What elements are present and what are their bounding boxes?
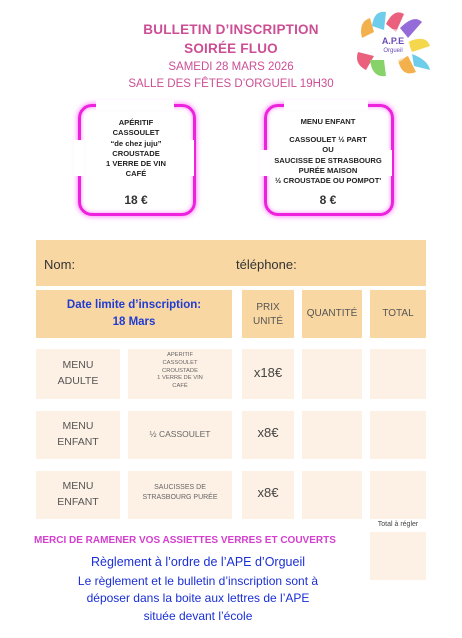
detail-line: APERITIF	[166, 352, 194, 358]
row-label-line: ENFANT	[57, 435, 99, 448]
detail-line: CAFÉ	[172, 383, 188, 390]
price-header-line: UNITÉ	[253, 316, 283, 327]
total-header	[370, 290, 426, 338]
deadline-label: Date limite d’inscription:	[66, 299, 202, 311]
quantity-input-adult[interactable]	[302, 349, 362, 399]
quantity-input-child-cassoulet[interactable]	[302, 411, 362, 459]
menu-line: ½ CROUSTADE OU POMPOT'	[274, 176, 382, 185]
row-adult-details	[128, 349, 232, 399]
menu-line: OU	[322, 145, 334, 155]
total-cell-child-saucisses[interactable]	[370, 471, 426, 519]
frame-gap	[284, 100, 368, 110]
price-header	[242, 290, 294, 338]
unit-price: x8€	[257, 425, 279, 440]
menu-line: SAUCISSE DE STRASBOURG	[274, 155, 382, 165]
adult-menu-content	[82, 118, 190, 180]
menu-line: CAFÉ	[125, 169, 147, 179]
phone-label: téléphone:	[236, 257, 297, 272]
row-child-saucisses-label	[36, 471, 120, 519]
row-label-line: MENU	[62, 420, 94, 432]
row-label-line: MENU	[62, 359, 94, 371]
row-child-saucisses-details	[128, 471, 232, 519]
row-adult-label	[36, 349, 120, 399]
detail-line: CROUSTADE	[162, 367, 198, 374]
adult-menu-price: 18 €	[124, 193, 148, 207]
child-menu-title: MENU ENFANT	[300, 117, 356, 126]
child-menu-content	[266, 135, 390, 186]
total-header-label: TOTAL	[382, 308, 414, 319]
detail-line: SAUCISSES DE	[154, 484, 206, 491]
row-label-line: ENFANT	[57, 495, 99, 508]
total-label: Total à régler	[377, 521, 419, 528]
quantity-header	[302, 290, 362, 338]
quantity-header-label: QUANTITÉ	[306, 308, 358, 319]
instruction-line: Le règlement et le bulletin d’inscription sont à	[77, 574, 319, 588]
deposit-instructions	[20, 573, 376, 625]
unit-price: x8€	[257, 485, 279, 500]
row-label-line: MENU	[62, 480, 94, 492]
frame-gap	[96, 100, 174, 110]
title-line-2: SOIRÉE FLUO	[184, 41, 278, 56]
menu-line: CROUSTADE	[112, 148, 160, 158]
price-header-line: PRIX	[256, 302, 280, 313]
detail-line: STRASBOURG PURÉE	[142, 494, 218, 502]
ape-logo	[352, 8, 434, 80]
detail-line: CASSOULET	[162, 359, 198, 366]
child-menu-price: 8 €	[319, 193, 337, 207]
title-line-1: BULLETIN D’INSCRIPTION	[143, 22, 319, 37]
total-cell-adult[interactable]	[370, 349, 426, 399]
row-child-cassoulet-label	[36, 411, 120, 459]
logo-subtext: Orgueil	[383, 48, 403, 54]
detail-line: 1 VERRE DE VIN	[157, 375, 203, 382]
unit-price: x18€	[253, 365, 283, 380]
deadline-date: 18 Mars	[112, 315, 156, 328]
menu-line: PURÉE MAISON	[298, 165, 358, 175]
total-cell-child-cassoulet[interactable]	[370, 411, 426, 459]
event-date: SAMEDI 28 MARS 2026	[168, 61, 294, 73]
menu-line: CASSOULET ½ PART	[289, 135, 367, 144]
name-label: Nom:	[44, 257, 76, 272]
menu-line: CASSOULET	[112, 128, 160, 138]
row-child-cassoulet-price	[242, 411, 294, 459]
name-phone-field[interactable]	[36, 240, 426, 286]
menu-line: “de chez juju”	[110, 138, 162, 148]
menu-line: APÉRITIF	[118, 118, 154, 127]
deadline-box	[36, 290, 232, 338]
row-child-saucisses-price	[242, 471, 294, 519]
footer-notice: MERCI DE RAMENER VOS ASSIETTES VERRES ET COUVERTS	[34, 535, 336, 546]
row-label-line: ADULTE	[57, 374, 99, 387]
detail-line: ½ CASSOULET	[149, 429, 211, 439]
row-adult-price	[242, 349, 294, 399]
event-venue: SALLE DES FÊTES D’ORGUEIL 19H30	[128, 78, 334, 90]
instruction-line: déposer dans la boite aux lettres de l’APE	[86, 591, 310, 606]
logo-text: A.P.E	[381, 36, 405, 46]
grand-total-cell[interactable]	[370, 532, 426, 580]
row-child-cassoulet-details	[128, 411, 232, 459]
quantity-input-child-saucisses[interactable]	[302, 471, 362, 519]
payment-instruction: Règlement à l’ordre de l’APE d’Orgueil	[91, 555, 305, 569]
menu-line: 1 VERRE DE VIN	[106, 159, 166, 168]
instruction-line: située devant l’école	[143, 608, 253, 623]
